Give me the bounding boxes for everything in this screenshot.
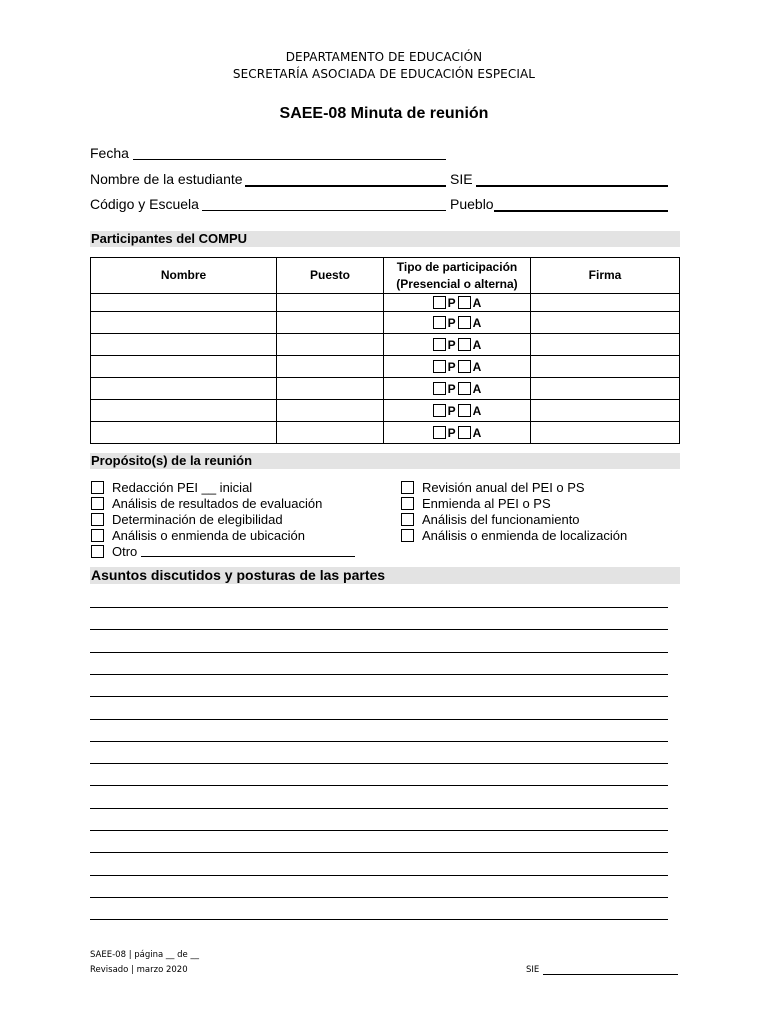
discussion-line[interactable] bbox=[90, 897, 668, 898]
firma-cell[interactable] bbox=[531, 312, 680, 334]
codigo-escuela-label: Código y Escuela bbox=[90, 196, 199, 212]
participation-options bbox=[384, 382, 530, 396]
puesto-cell[interactable] bbox=[277, 378, 384, 400]
table-row bbox=[91, 400, 680, 422]
purpose-checkbox[interactable] bbox=[91, 481, 104, 494]
purpose-option[interactable] bbox=[401, 495, 627, 511]
firma-cell[interactable] bbox=[531, 294, 680, 312]
presencial-checkbox[interactable] bbox=[433, 316, 446, 329]
secretariat-heading: SECRETARÍA ASOCIADA DE EDUCACIÓN ESPECIAL bbox=[232, 67, 536, 81]
purpose-option-label: Otro bbox=[112, 543, 138, 559]
tipo-participacion-cell bbox=[384, 356, 531, 378]
tipo-participacion-cell bbox=[384, 294, 531, 312]
column-header-firma: Firma bbox=[531, 258, 680, 294]
footer-sie-label: SIE bbox=[526, 965, 540, 975]
purpose-checkbox[interactable] bbox=[401, 497, 414, 510]
alterna-checkbox[interactable] bbox=[458, 426, 471, 439]
participation-options bbox=[384, 338, 530, 352]
purpose-option-label: Redacción PEI __ inicial bbox=[112, 479, 253, 495]
purpose-checkbox[interactable] bbox=[91, 545, 104, 558]
purpose-option[interactable] bbox=[91, 543, 355, 559]
nombre-cell[interactable] bbox=[91, 294, 277, 312]
firma-cell[interactable] bbox=[531, 356, 680, 378]
alterna-label: A bbox=[472, 315, 482, 330]
discussion-line[interactable] bbox=[90, 852, 668, 853]
puesto-cell[interactable] bbox=[277, 400, 384, 422]
presencial-label: P bbox=[447, 337, 456, 352]
alterna-checkbox[interactable] bbox=[458, 404, 471, 417]
fecha-label: Fecha bbox=[90, 145, 129, 161]
purpose-option[interactable] bbox=[91, 527, 355, 543]
discussion-line[interactable] bbox=[90, 674, 668, 675]
puesto-cell[interactable] bbox=[277, 294, 384, 312]
participation-options bbox=[384, 316, 530, 330]
alterna-label: A bbox=[472, 295, 482, 310]
sie-label: SIE bbox=[450, 171, 473, 187]
nombre-estudiante-field[interactable] bbox=[245, 185, 446, 187]
purpose-checkbox[interactable] bbox=[91, 513, 104, 526]
purpose-checkbox[interactable] bbox=[401, 513, 414, 526]
tipo-participacion-cell bbox=[384, 422, 531, 444]
footer-revision: Revisado | marzo 2020 bbox=[90, 965, 188, 975]
discussion-line[interactable] bbox=[90, 741, 668, 742]
nombre-cell[interactable] bbox=[91, 334, 277, 356]
purpose-option[interactable] bbox=[401, 479, 627, 495]
purpose-checkbox[interactable] bbox=[401, 529, 414, 542]
purpose-option-label: Análisis o enmienda de localización bbox=[422, 527, 628, 543]
participation-options bbox=[384, 426, 530, 440]
document-title: SAEE-08 Minuta de reunión bbox=[279, 105, 489, 122]
purpose-option[interactable] bbox=[401, 527, 627, 543]
discussion-line[interactable] bbox=[90, 652, 668, 653]
presencial-label: P bbox=[447, 403, 456, 418]
nombre-cell[interactable] bbox=[91, 378, 277, 400]
participants-table bbox=[90, 257, 680, 444]
alterna-checkbox[interactable] bbox=[458, 296, 471, 309]
discussion-line[interactable] bbox=[90, 607, 668, 608]
tipo-participacion-cell bbox=[384, 312, 531, 334]
alterna-label: A bbox=[472, 381, 482, 396]
sie-field[interactable] bbox=[476, 185, 668, 187]
purpose-left-column bbox=[91, 479, 355, 559]
purpose-option-label: Determinación de elegibilidad bbox=[112, 511, 283, 527]
presencial-label: P bbox=[447, 315, 456, 330]
table-row bbox=[91, 356, 680, 378]
purpose-right-column bbox=[401, 479, 627, 543]
discussion-line[interactable] bbox=[90, 875, 668, 876]
otro-specify-field[interactable] bbox=[141, 545, 355, 557]
purpose-section-title: Propósito(s) de la reunión bbox=[90, 453, 680, 469]
alterna-checkbox[interactable] bbox=[458, 338, 471, 351]
table-row bbox=[91, 334, 680, 356]
purpose-option-label: Enmienda al PEI o PS bbox=[422, 495, 551, 511]
participants-section-title: Participantes del COMPU bbox=[90, 231, 680, 247]
fecha-field[interactable] bbox=[133, 159, 446, 160]
alterna-checkbox[interactable] bbox=[458, 316, 471, 329]
column-header-puesto: Puesto bbox=[277, 258, 384, 294]
codigo-escuela-field[interactable] bbox=[202, 210, 446, 211]
column-header-tipo bbox=[384, 258, 531, 294]
purpose-option[interactable] bbox=[91, 479, 355, 495]
alterna-checkbox[interactable] bbox=[458, 382, 471, 395]
firma-cell[interactable] bbox=[531, 378, 680, 400]
firma-cell[interactable] bbox=[531, 400, 680, 422]
pueblo-field[interactable] bbox=[494, 210, 668, 212]
table-row bbox=[91, 422, 680, 444]
presencial-label: P bbox=[447, 381, 456, 396]
purpose-option-label: Revisión anual del PEI o PS bbox=[422, 479, 585, 495]
table-header-row bbox=[91, 258, 680, 294]
discussion-line[interactable] bbox=[90, 830, 668, 831]
tipo-participacion-cell bbox=[384, 400, 531, 422]
puesto-cell[interactable] bbox=[277, 356, 384, 378]
puesto-cell[interactable] bbox=[277, 334, 384, 356]
footer-sie-field[interactable] bbox=[543, 974, 678, 975]
discussion-line[interactable] bbox=[90, 629, 668, 630]
discussion-line[interactable] bbox=[90, 696, 668, 697]
participation-options bbox=[384, 404, 530, 418]
nombre-estudiante-label: Nombre de la estudiante bbox=[90, 171, 243, 187]
alterna-label: A bbox=[472, 425, 482, 440]
presencial-checkbox[interactable] bbox=[433, 426, 446, 439]
department-heading: DEPARTAMENTO DE EDUCACIÓN bbox=[285, 50, 483, 64]
alterna-checkbox[interactable] bbox=[458, 360, 471, 373]
purpose-option[interactable] bbox=[91, 511, 355, 527]
nombre-cell[interactable] bbox=[91, 312, 277, 334]
presencial-checkbox[interactable] bbox=[433, 382, 446, 395]
alterna-label: A bbox=[472, 337, 482, 352]
purpose-checkbox[interactable] bbox=[91, 497, 104, 510]
discussion-section-title: Asuntos discutidos y posturas de las partes bbox=[90, 567, 680, 584]
participation-options bbox=[384, 360, 530, 374]
purpose-option-label: Análisis o enmienda de ubicación bbox=[112, 527, 305, 543]
column-header-tipo-line2: (Presencial o alterna) bbox=[396, 276, 518, 291]
firma-cell[interactable] bbox=[531, 422, 680, 444]
tipo-participacion-cell bbox=[384, 334, 531, 356]
participants-table-body bbox=[91, 294, 680, 444]
table-row bbox=[91, 294, 680, 312]
tipo-participacion-cell bbox=[384, 378, 531, 400]
firma-cell[interactable] bbox=[531, 334, 680, 356]
presencial-checkbox[interactable] bbox=[433, 338, 446, 351]
column-header-nombre: Nombre bbox=[91, 258, 277, 294]
nombre-cell[interactable] bbox=[91, 356, 277, 378]
purpose-option-label: Análisis del funcionamiento bbox=[422, 511, 580, 527]
table-row bbox=[91, 312, 680, 334]
purpose-option[interactable] bbox=[91, 495, 355, 511]
nombre-cell[interactable] bbox=[91, 400, 277, 422]
discussion-line[interactable] bbox=[90, 763, 668, 764]
alterna-label: A bbox=[472, 403, 482, 418]
discussion-line[interactable] bbox=[90, 919, 668, 920]
presencial-label: P bbox=[447, 295, 456, 310]
presencial-label: P bbox=[447, 359, 456, 374]
purpose-checkbox[interactable] bbox=[91, 529, 104, 542]
puesto-cell[interactable] bbox=[277, 422, 384, 444]
pueblo-label: Pueblo bbox=[450, 196, 494, 212]
nombre-cell[interactable] bbox=[91, 422, 277, 444]
puesto-cell[interactable] bbox=[277, 312, 384, 334]
footer-page-info: SAEE-08 | página __ de __ bbox=[90, 950, 199, 960]
purpose-checkbox[interactable] bbox=[401, 481, 414, 494]
column-header-tipo-line1: Tipo de participación bbox=[396, 259, 518, 274]
table-row bbox=[91, 378, 680, 400]
discussion-line[interactable] bbox=[90, 785, 668, 786]
discussion-line[interactable] bbox=[90, 719, 668, 720]
presencial-checkbox[interactable] bbox=[433, 296, 446, 309]
purpose-option-label: Análisis de resultados de evaluación bbox=[112, 495, 323, 511]
discussion-line[interactable] bbox=[90, 808, 668, 809]
presencial-label: P bbox=[447, 425, 456, 440]
presencial-checkbox[interactable] bbox=[433, 404, 446, 417]
participation-options bbox=[384, 296, 530, 310]
purpose-option[interactable] bbox=[401, 511, 627, 527]
alterna-label: A bbox=[472, 359, 482, 374]
presencial-checkbox[interactable] bbox=[433, 360, 446, 373]
